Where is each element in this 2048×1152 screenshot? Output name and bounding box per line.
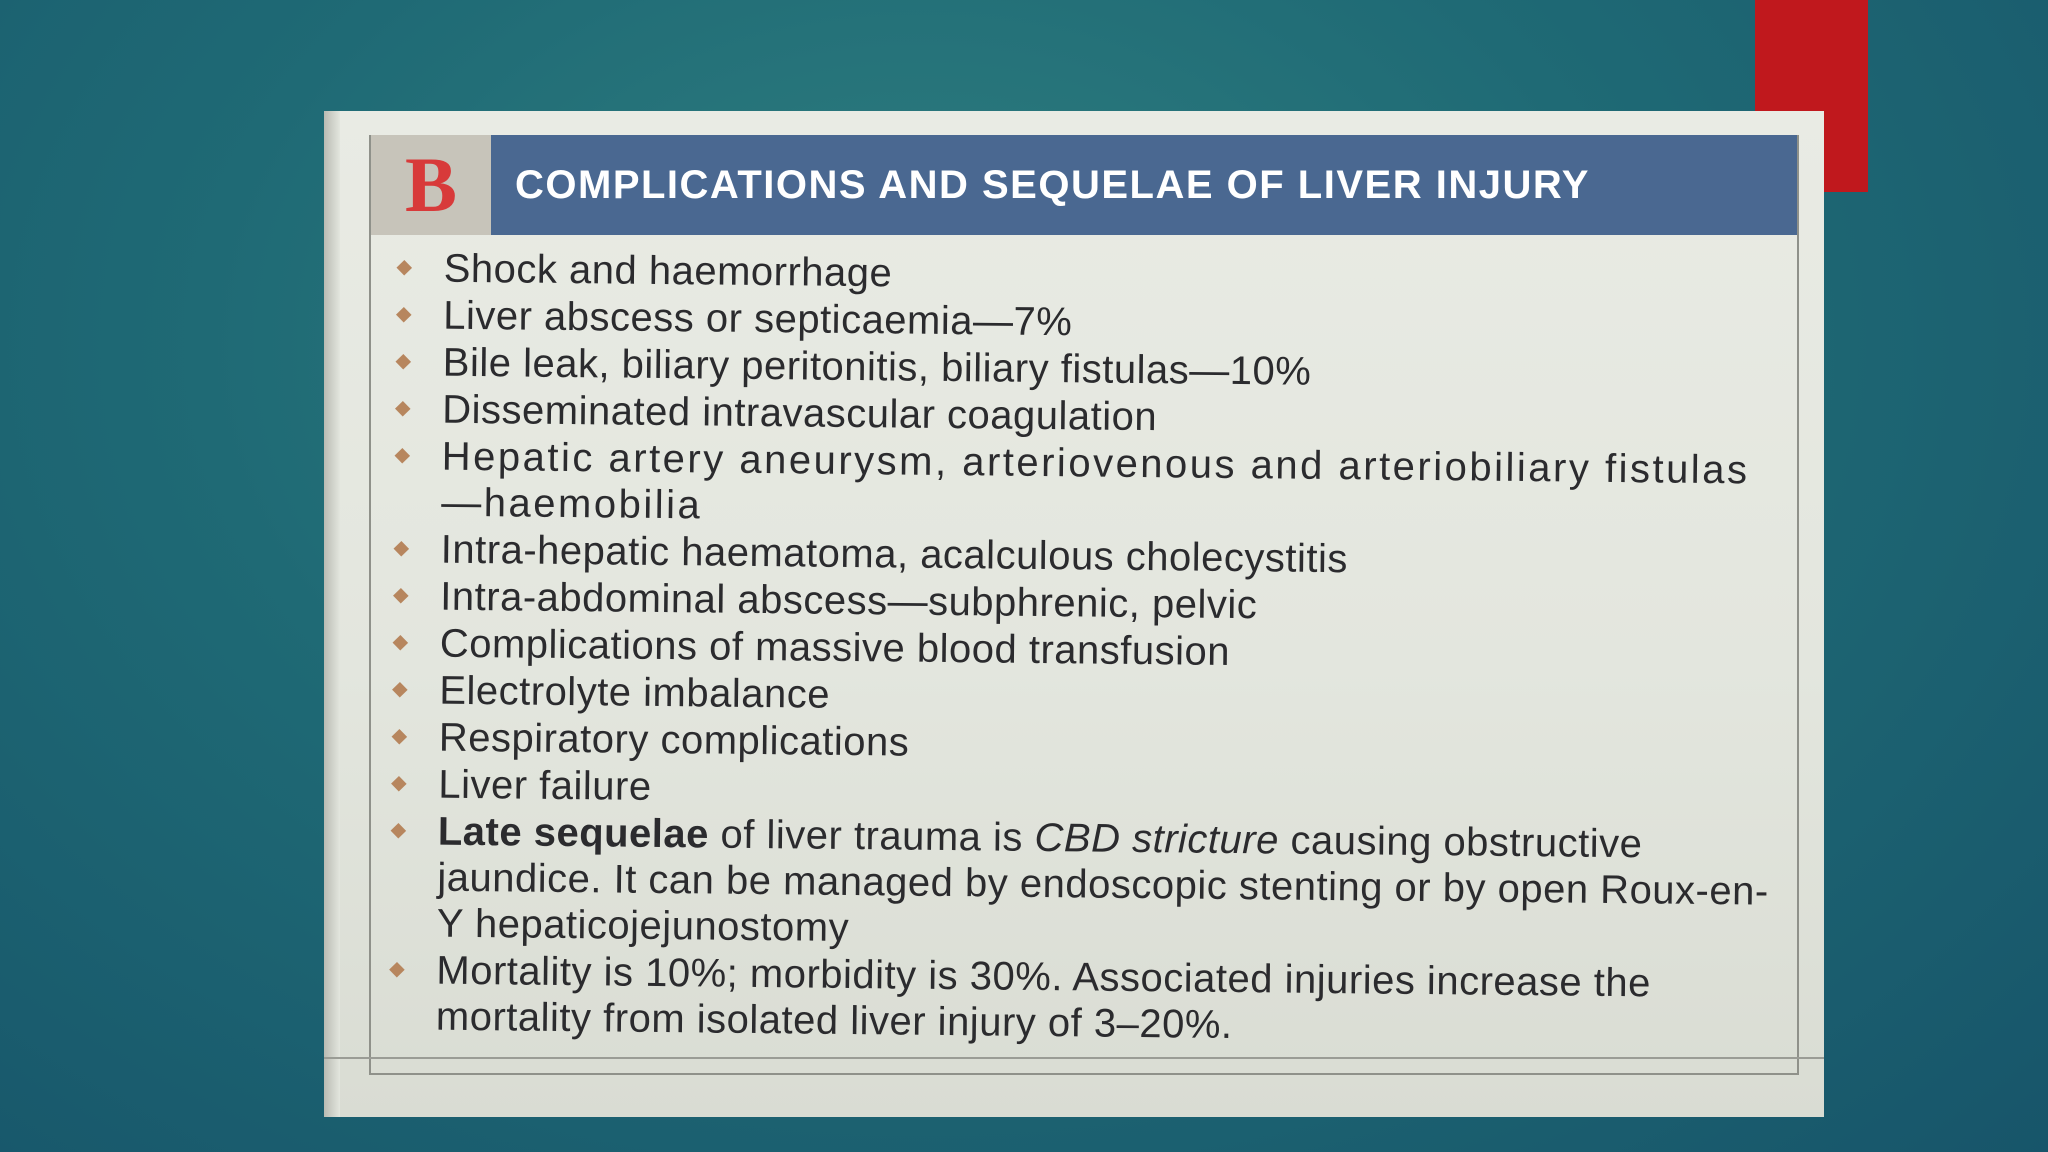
page-rule-line bbox=[324, 1057, 1824, 1059]
list-item-text: causing obstructive jaundice. It can be managed by endoscopic stenting or by open Roux-en-Y hepaticojejunostomy bbox=[436, 818, 1769, 950]
list-item-text: Intra-hepatic haematoma, acalculous cholecystitis bbox=[440, 527, 1349, 582]
late-sequelae-label: Late sequelae bbox=[437, 809, 710, 857]
box-letter-cell bbox=[371, 135, 491, 235]
diamond-bullet-icon bbox=[395, 401, 411, 417]
box-title: COMPLICATIONS AND SEQUELAE OF LIVER INJURY bbox=[515, 162, 1590, 207]
complications-list bbox=[371, 245, 1789, 1055]
list-item-text: Intra-abdominal abscess—subphrenic, pelvic bbox=[440, 574, 1258, 628]
diamond-bullet-icon bbox=[395, 448, 411, 464]
diamond-bullet-icon bbox=[396, 260, 412, 276]
info-box bbox=[369, 135, 1799, 1075]
diamond-bullet-icon bbox=[392, 682, 408, 698]
page-fold-shadow bbox=[324, 111, 340, 1117]
list-item-text: Shock and haemorrhage bbox=[443, 246, 893, 296]
list-item-text: Disseminated intravascular coagulation bbox=[442, 387, 1158, 440]
list-item-text: Liver failure bbox=[438, 762, 652, 809]
book-page-photo bbox=[324, 111, 1824, 1117]
list-item-text: Respiratory complications bbox=[438, 715, 910, 765]
diamond-bullet-icon bbox=[394, 541, 410, 557]
box-letter: B bbox=[404, 141, 458, 228]
list-item-text: Bile leak, biliary peritonitis, biliary fistulas—10% bbox=[442, 340, 1312, 394]
diamond-bullet-icon bbox=[396, 354, 412, 370]
list-item bbox=[376, 433, 1787, 540]
diamond-bullet-icon bbox=[393, 635, 409, 651]
list-item-text: Electrolyte imbalance bbox=[439, 668, 831, 717]
diamond-bullet-icon bbox=[389, 962, 405, 978]
list-item-text: Mortality is 10%; morbidity is 30%. Associated injuries increase the mortality from isolated liver injury of 3–20%. bbox=[435, 948, 1652, 1047]
list-item-text: Liver abscess or septicaemia—7% bbox=[443, 293, 1073, 345]
list-item-text: of liver trauma is bbox=[708, 812, 1035, 860]
list-item bbox=[371, 947, 1782, 1054]
diamond-bullet-icon bbox=[391, 823, 407, 839]
box-header bbox=[371, 135, 1797, 235]
cbd-stricture-term: CBD stricture bbox=[1034, 815, 1280, 863]
diamond-bullet-icon bbox=[393, 588, 409, 604]
diamond-bullet-icon bbox=[391, 776, 407, 792]
list-item-text: Complications of massive blood transfusion bbox=[439, 621, 1231, 674]
list-item bbox=[372, 808, 1783, 961]
list-item-text: Hepatic artery aneurysm, arteriovenous and arteriobiliary fistulas—haemobilia bbox=[441, 434, 1750, 528]
diamond-bullet-icon bbox=[392, 729, 408, 745]
diamond-bullet-icon bbox=[396, 307, 412, 323]
